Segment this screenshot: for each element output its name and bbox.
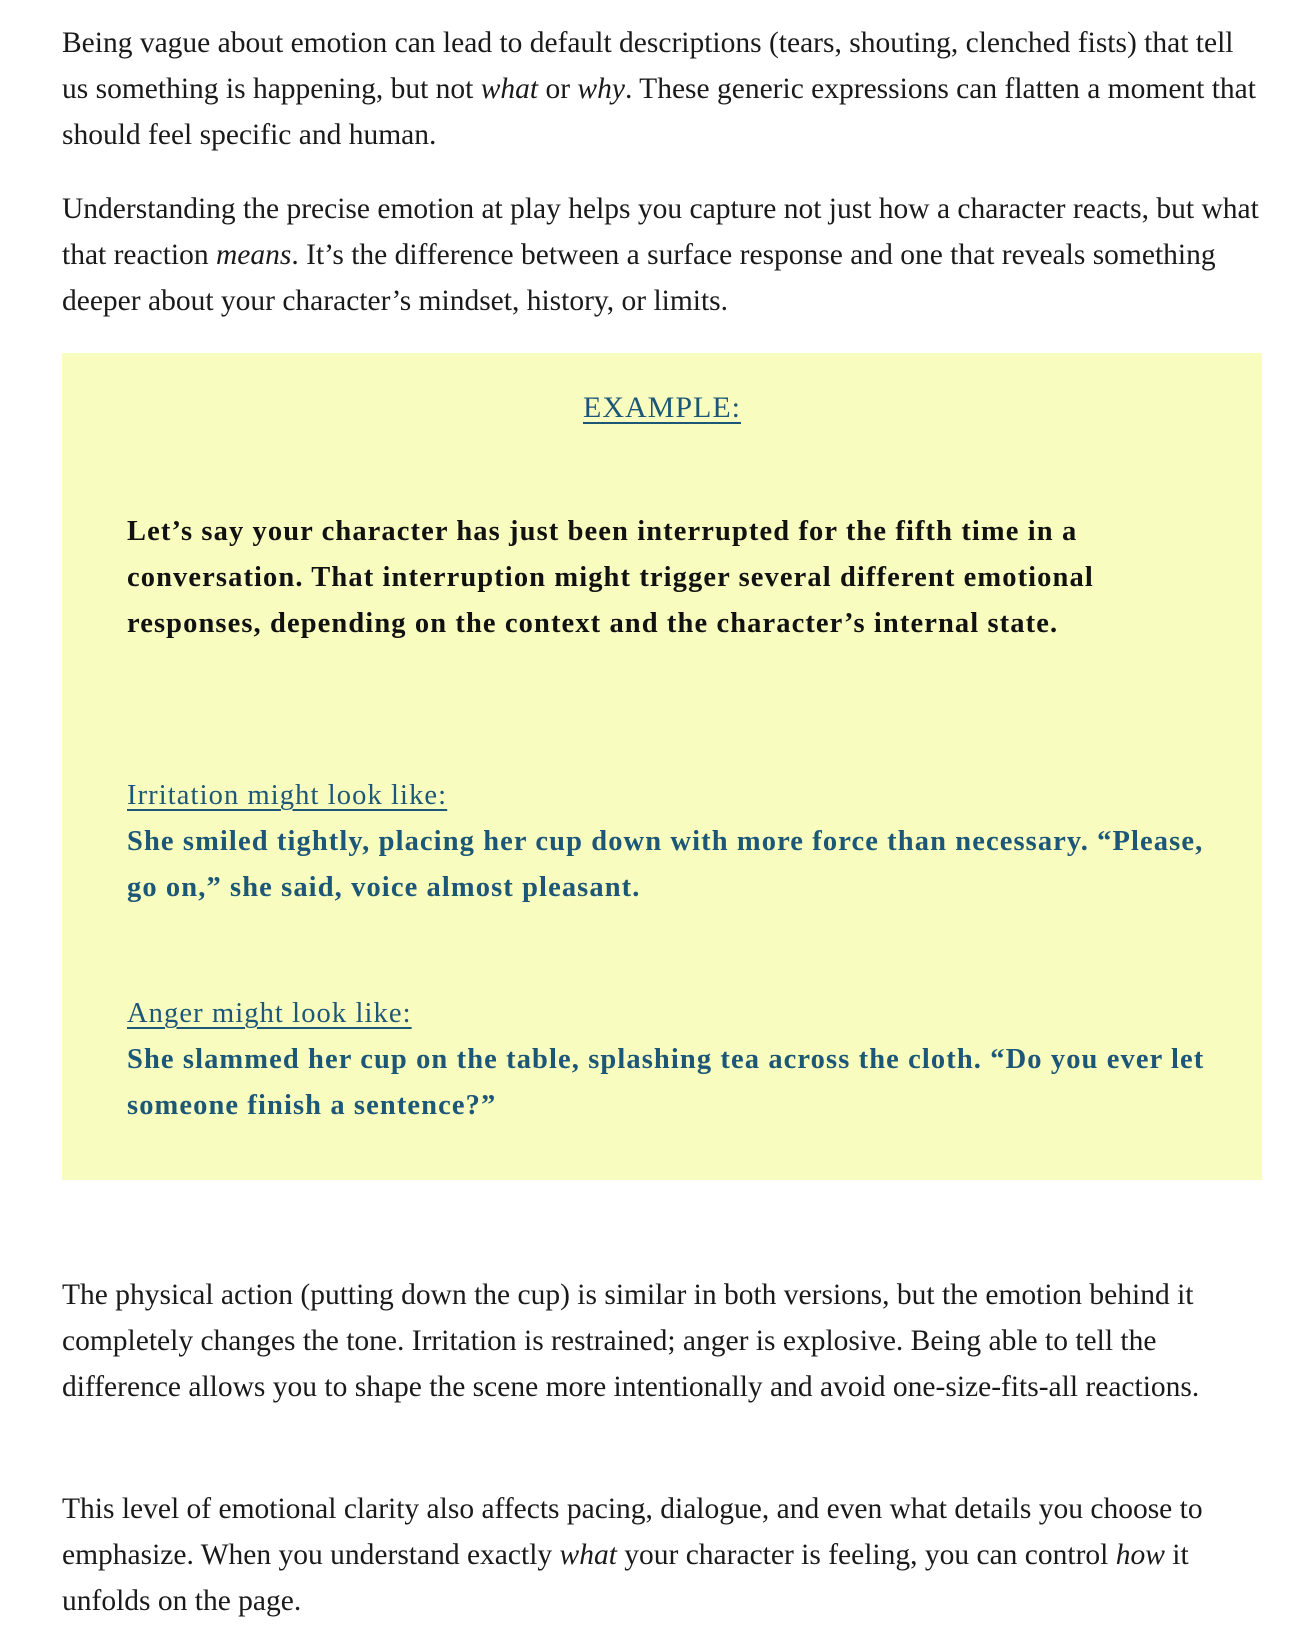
para-4-text-c: it unfolds on the page. xyxy=(62,1539,1189,1617)
example-callout-box xyxy=(62,353,1262,1180)
variant-text-irritation: She smiled tightly, placing her cup down with more force than necessary. “Please, go on,” she said, voice almost pleasant. xyxy=(127,826,1204,903)
paragraph-vague-emotion xyxy=(62,20,1262,158)
example-setup-text: Let’s say your character has just been interrupted for the fifth time in a conversation. That interruption might trigger several different emotional responses, depending on the context and the character’s internal state. xyxy=(127,516,1094,639)
variant-label-anger: Anger might look like: xyxy=(127,998,412,1029)
para-1-emphasis-what: what xyxy=(480,73,539,105)
example-variant-anger xyxy=(127,991,1207,1129)
example-heading: EXAMPLE: xyxy=(583,391,741,424)
para-2-emphasis-means: means xyxy=(215,239,292,271)
para-4-emphasis-how: how xyxy=(1115,1539,1165,1571)
paragraph-physical-action xyxy=(62,1272,1262,1410)
para-4-text-a: This level of emotional clarity also affects pacing, dialogue, and even what details you choose to emphasize. When you understand exactly xyxy=(62,1493,1203,1571)
para-4-emphasis-what: what xyxy=(559,1539,617,1571)
variant-text-anger: She slammed her cup on the table, splashing tea across the cloth. “Do you ever let someone finish a sentence?” xyxy=(127,1044,1205,1121)
para-1-emphasis-why: why xyxy=(577,73,625,105)
paragraph-emotional-clarity xyxy=(62,1486,1262,1624)
para-1-text-b: or xyxy=(538,73,578,105)
para-3-text: The physical action (putting down the cup) is similar in both versions, but the emotion behind it completely changes the tone. Irritation is restrained; anger is explosive. Being able to tell the difference allows you to shape the scene more intentionally and avoid one-size-fits-all reactions. xyxy=(62,1279,1200,1403)
para-2-text-b: . It’s the difference between a surface response and one that reveals something deeper about your character’s mindset, history, or limits. xyxy=(62,239,1216,317)
para-1-text-a: Being vague about emotion can lead to default descriptions (tears, shouting, clenched fists) that tell us something is happening, but not xyxy=(62,27,1234,105)
example-variant-irritation xyxy=(127,773,1207,911)
paragraph-precise-emotion xyxy=(62,186,1262,324)
para-4-text-b: your character is feeling, you can control xyxy=(616,1539,1116,1571)
variant-label-irritation: Irritation might look like: xyxy=(127,780,448,811)
para-2-text-a: Understanding the precise emotion at play helps you capture not just how a character reacts, but what that reaction xyxy=(62,193,1259,271)
para-1-text-c: . These generic expressions can flatten a moment that should feel specific and human. xyxy=(62,73,1256,151)
